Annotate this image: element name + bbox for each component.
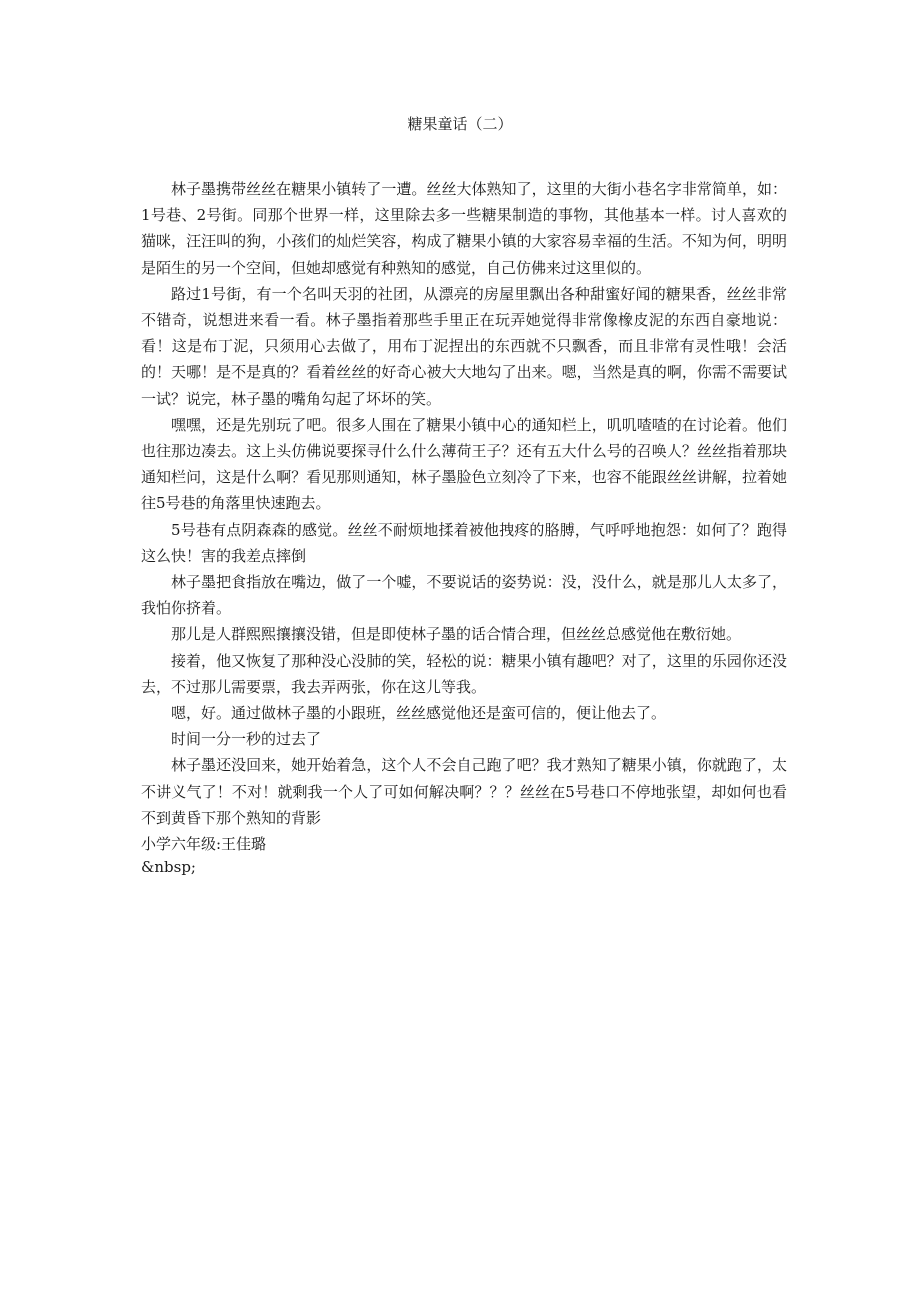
paragraph: 路过1号街，有一个名叫天羽的社团，从漂亮的房屋里飘出各种甜蜜好闻的糖果香，丝丝非常不错奇，说想进来看一看。林子墨指着那些手里正在玩弄她觉得非常像橡皮泥的东西自豪地说：看！这是布丁泥，只须用心去做了，用布丁泥捏出的东西就不只飘香，而且非常有灵性哦！会活的！天哪！是不是真的？看着丝丝的好奇心被大大地勾了出来。嗯，当然是真的啊，你需不需要试一试？说完，林子墨的嘴角勾起了坏坏的笑。: [141, 284, 787, 408]
paragraph: 林子墨还没回来，她开始着急，这个人不会自己跑了吧？我才熟知了糖果小镇，你就跑了，太不讲义气了！不对！就剩我一个人了可如何解决啊？？？丝丝在5号巷口不停地张望，却如何也看不到黄昏下那个熟知的背影: [141, 756, 787, 827]
paragraph: 接着，他又恢复了那种没心没肺的笑，轻松的说：糖果小镇有趣吧？对了，这里的乐园你还没去，不过那儿需要票，我去弄两张，你在这儿等我。: [141, 651, 787, 696]
paragraph: 嘿嘿，还是先别玩了吧。很多人围在了糖果小镇中心的通知栏上，叽叽喳喳的在讨论着。他们也往那边凑去。这上头仿佛说要探寻什么什么薄荷王子？还有五大什么号的召唤人？丝丝指着那块通知栏问，这是什么啊？看见那则通知，林子墨脸色立刻冷了下来，也容不能跟丝丝讲解，拉着她往5号巷的角落里快速跑去。: [141, 415, 787, 513]
document-body: [141, 176, 787, 857]
paragraph: 林子墨把食指放在嘴边，做了一个嘘，不要说话的姿势说：没，没什么，就是那儿人太多了，我怕你挤着。: [141, 573, 787, 618]
author-signature: 小学六年级:王佳璐: [141, 835, 267, 854]
paragraph: 5号巷有点阴森森的感觉。丝丝不耐烦地揉着被他拽疼的胳膊，气呼呼地抱怨：如何了？跑得这么快！害的我差点摔倒: [141, 520, 787, 565]
paragraph: 嗯，好。通过做林子墨的小跟班，丝丝感觉他还是蛮可信的，便让他去了。: [171, 704, 667, 723]
document-title: 糖果童话（二）: [407, 115, 513, 133]
paragraph: 林子墨携带丝丝在糖果小镇转了一遭。丝丝大体熟知了，这里的大街小巷名字非常简单，如：1号巷、2号街。同那个世界一样，这里除去多一些糖果制造的事物，其他基本一样。讨人喜欢的猫咪，汪汪叫的狗，小孩们的灿烂笑容，构成了糖果小镇的大家容易幸福的生活。不知为何，明明是陌生的另一个空间，但她却感觉有种熟知的感觉，自己仿佛来过这里似的。: [141, 180, 787, 277]
paragraph: 那儿是人群熙熙攘攘没错，但是即使林子墨的话合情合理，但丝丝总感觉他在敷衍她。: [171, 625, 742, 644]
paragraph: 时间一分一秒的过去了: [171, 730, 322, 749]
trailing-entity-text: &nbsp;: [141, 858, 196, 876]
